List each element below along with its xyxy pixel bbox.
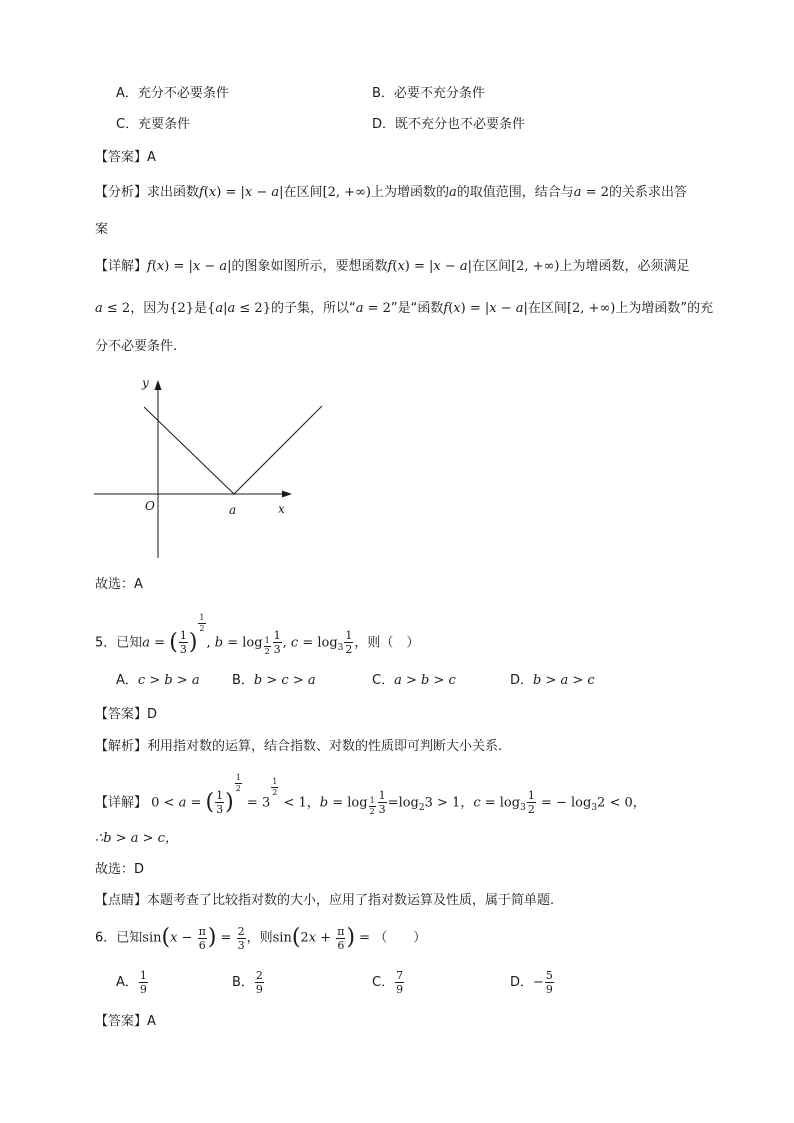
q5-option-d[interactable]: D．b > a > c bbox=[510, 673, 595, 688]
q4-option-d[interactable]: D．既不充分也不必要条件 bbox=[372, 117, 526, 132]
y-axis-arrow bbox=[155, 380, 162, 390]
q6-option-d[interactable]: D．− $\frac{5}{9}$ bbox=[510, 969, 553, 996]
q4-detail-line2: a ≤ 2，因为{2}是{a|a ≤ 2}的子集，所以“a = 2”是“函数f(x) = |x − a|在区间[2, +∞)上为增函数”的充 bbox=[95, 301, 714, 316]
q5-therefore: ∴b > a > c， bbox=[95, 831, 178, 846]
q4-choose: 故选：A bbox=[95, 577, 143, 592]
q5-option-b[interactable]: B．b > c > a bbox=[232, 673, 316, 688]
q6-option-b[interactable]: B． $\frac{2}{9}$ bbox=[232, 969, 263, 996]
origin-label: O bbox=[145, 499, 155, 513]
q4-detail-line1: 【详解】f(x) = |x − a|的图象如图所示，要想函数f(x) = |x − a|在区间[2, +∞)上为增函数，必须满足 bbox=[95, 259, 690, 274]
y-axis-label: y bbox=[142, 376, 149, 390]
q6-answer: 【答案】A bbox=[95, 1014, 156, 1029]
q5-comment: 【点睛】本题考查了比较指对数的大小，应用了指对数运算及性质，属于简单题. bbox=[95, 893, 555, 908]
q4-analysis-line2: 案 bbox=[95, 222, 109, 237]
q5-analysis: 【解析】利用指对数的运算，结合指数、对数的性质即可判断大小关系. bbox=[95, 739, 503, 754]
q5-stem: 5．已知a = ( $\frac{1}{3}$ ) $^{\frac{1}{2}}$ , b = log $_{\frac{1}{2}}$ $\frac{1}{3}$ , $c = \log_3$ $\frac{1}{2}$ ，则（ ） bbox=[95, 613, 420, 657]
q6-option-a[interactable]: A． $\frac{1}{9}$ bbox=[116, 969, 147, 996]
q4-option-a[interactable]: A．充分不必要条件 bbox=[116, 86, 229, 101]
q4-analysis-line1: 【分析】求出函数f(x) = |x − a|在区间[2, +∞)上为增函数的a的取值范围，结合与a = 2的关系求出答 bbox=[95, 185, 687, 200]
q5-answer: 【答案】D bbox=[95, 707, 158, 722]
a-label: a bbox=[229, 503, 237, 517]
q4-option-c[interactable]: C．充要条件 bbox=[116, 117, 191, 132]
q5-option-c[interactable]: C．a > b > c bbox=[372, 673, 456, 688]
x-axis-arrow bbox=[282, 491, 292, 498]
graph-right-branch bbox=[234, 406, 322, 494]
q5-choose: 故选：D bbox=[95, 862, 145, 877]
q5-detail: 【详解】 0 < a = ( $\frac{1}{3}$ ) $^{\frac{1}{2}}$ = 3 $^{\frac{1}{2}}$ < 1，b = log $_{\frac{1}{2}}$ $\frac{1}{3}$ $=\log_23 > 1$，$c = \log_3$ $\frac{1}{2}$ = − $\log_32 < 0$， bbox=[95, 773, 646, 817]
q6-option-c[interactable]: C． $\frac{7}{9}$ bbox=[372, 969, 404, 996]
q4-option-b[interactable]: B．必要不充分条件 bbox=[372, 86, 485, 101]
q5-option-a[interactable]: A．c > b > a bbox=[116, 673, 200, 688]
q4-answer: 【答案】A bbox=[95, 150, 156, 165]
q6-stem: 6．已知sin(x − $\frac{\pi}{6}$ ) = $\frac{2}{3}$ ，则sin(2x + $\frac{\pi}{6}$ ) = （ ） bbox=[95, 924, 427, 952]
abs-value-graph bbox=[90, 372, 330, 564]
q4-detail-line3: 分不必要条件. bbox=[95, 339, 178, 354]
x-axis-label: x bbox=[278, 502, 285, 516]
